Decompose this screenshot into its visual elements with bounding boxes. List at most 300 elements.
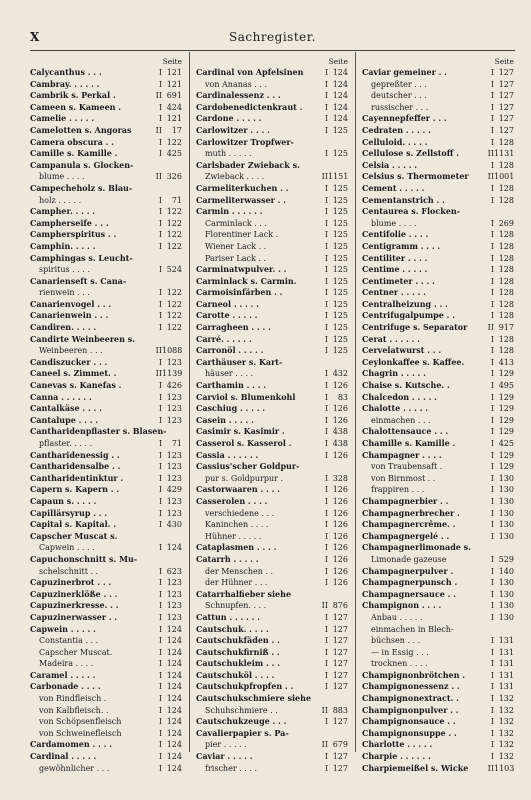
- entry-term: Wiener Lack . .: [205, 241, 267, 251]
- entry-page: 124: [166, 694, 182, 704]
- entry-page: 132: [498, 728, 514, 738]
- entry-volume: II: [155, 346, 162, 356]
- entry-volume: I: [490, 554, 494, 564]
- entry-term: Schnupfen. . . .: [205, 601, 267, 611]
- entry-page: 128: [498, 299, 514, 309]
- entry-page: 128: [498, 137, 514, 147]
- index-entry: [30, 137, 182, 149]
- entry-term: muth . . . . .: [205, 149, 252, 159]
- entry-page: 125: [332, 207, 348, 217]
- entry-term: Capwein . . . .: [39, 543, 95, 553]
- entry-volume: I: [490, 589, 494, 599]
- entry-term: frappiren . . .: [371, 485, 425, 495]
- entry-volume: I: [490, 578, 494, 588]
- entry-page: 121: [166, 68, 182, 77]
- entry-volume: I: [158, 763, 162, 773]
- index-entry: [30, 415, 182, 427]
- index-entry: [196, 125, 348, 137]
- index-entry: [196, 624, 348, 636]
- entry-volume: I: [324, 102, 328, 112]
- index-entry: [30, 299, 182, 311]
- entry-term: Madeira . . . .: [39, 659, 94, 669]
- entry-term: Pariser Lack . .: [205, 253, 266, 263]
- entry-volume: I: [324, 392, 328, 402]
- entry-volume: I: [158, 670, 162, 680]
- entry-term: Campecheholz s. Blau-: [30, 182, 133, 193]
- entry-volume: I: [158, 752, 162, 762]
- entry-term: Charpie . . . . . .: [362, 751, 431, 762]
- index-entry: [196, 299, 348, 311]
- entry-page: 125: [332, 125, 348, 135]
- entry-term: Canarienwein . . .: [30, 310, 109, 321]
- entry-term: Cautschukzeuge . . .: [196, 716, 287, 727]
- entry-page: 125: [332, 241, 348, 251]
- entry-volume: I: [490, 740, 494, 750]
- entry-volume: I: [158, 311, 162, 321]
- entry-page: 128: [498, 241, 514, 251]
- entry-page: 132: [498, 705, 514, 715]
- index-entry: [30, 519, 182, 531]
- entry-volume: I: [324, 450, 328, 460]
- entry-page: 125: [332, 195, 348, 205]
- entry-term: Candirte Weinbeeren s.: [30, 333, 136, 344]
- entry-page: 129: [498, 462, 514, 472]
- entry-page: 1088: [162, 346, 183, 356]
- entry-term: gewöhnlicher . . .: [39, 763, 110, 773]
- entry-volume: I: [490, 137, 494, 147]
- entry-term: Caschiug . . . . .: [196, 403, 266, 414]
- entry-volume: I: [324, 543, 328, 553]
- index-entry: [362, 113, 514, 125]
- entry-term: Champagnerbrecher .: [362, 507, 460, 518]
- entry-page: 126: [332, 381, 348, 391]
- entry-volume: I: [490, 659, 494, 669]
- entry-volume: II: [321, 740, 328, 750]
- entry-volume: I: [490, 717, 494, 727]
- entry-page: 429: [166, 485, 182, 495]
- entry-term: Capuzinerbrot . . .: [30, 577, 112, 588]
- entry-volume: I: [490, 752, 494, 762]
- index-entry: [362, 171, 514, 183]
- entry-volume: I: [490, 299, 494, 309]
- index-entry: [362, 566, 514, 578]
- entry-volume: I: [324, 346, 328, 356]
- index-entry: [196, 705, 348, 717]
- index-entry: [196, 577, 348, 589]
- index-entry: [362, 693, 514, 705]
- entry-volume: I: [324, 91, 328, 101]
- entry-volume: I: [158, 241, 162, 251]
- entry-term: Carbonade . . . .: [30, 681, 101, 692]
- entry-term: Cambray. . . . . .: [30, 78, 100, 89]
- index-entry: [30, 589, 182, 601]
- entry-term: der Menschen . .: [205, 566, 274, 576]
- index-entry: [196, 647, 348, 659]
- entry-volume: I: [490, 160, 494, 170]
- entry-term: blume . . . .: [371, 218, 417, 228]
- index-entry: [30, 450, 182, 462]
- entry-term: Capscher Muscat.: [39, 647, 113, 657]
- entry-term: Chalcedon . . . . .: [362, 391, 437, 402]
- entry-volume: I: [324, 299, 328, 309]
- entry-page: 128: [498, 183, 514, 193]
- entry-term: Carthäuser s. Kart-: [196, 356, 283, 367]
- index-entry: [30, 716, 182, 728]
- entry-volume: I: [324, 566, 328, 576]
- entry-term: Centner . . . . .: [362, 287, 426, 298]
- index-entry: [196, 415, 348, 427]
- page-header: [30, 30, 515, 48]
- entry-page: 129: [498, 369, 514, 379]
- index-entry: [362, 415, 514, 427]
- entry-term: von Ananas . . .: [205, 79, 268, 89]
- entry-volume: I: [324, 485, 328, 495]
- entry-term: Campher. . . . .: [30, 206, 96, 217]
- entry-term: Castorwaaren . . . .: [196, 484, 280, 495]
- index-entry: [30, 113, 182, 125]
- index-entry: [362, 658, 514, 670]
- entry-page: 132: [498, 740, 514, 750]
- index-entry: [196, 137, 348, 149]
- entry-page: 124: [166, 740, 182, 750]
- entry-page: 125: [332, 334, 348, 344]
- entry-term: Carlowitzer . . . .: [196, 124, 270, 135]
- entry-term: Charpiemeißel s. Wicke: [362, 762, 469, 773]
- entry-page: 691: [166, 91, 182, 101]
- entry-term: Cardamomen . . . .: [30, 739, 112, 750]
- entry-term: Cantalupe . . . .: [30, 414, 99, 425]
- index-entry: [362, 322, 514, 334]
- entry-page: 125: [332, 346, 348, 356]
- entry-volume: I: [158, 728, 162, 738]
- entry-volume: I: [490, 508, 494, 518]
- entry-volume: I: [324, 508, 328, 518]
- entry-volume: I: [490, 241, 494, 251]
- entry-volume: I: [158, 404, 162, 414]
- entry-volume: I: [324, 79, 328, 89]
- entry-page: 1151: [328, 172, 349, 182]
- entry-volume: II: [487, 172, 494, 182]
- entry-page: 130: [498, 612, 514, 622]
- entry-term: Celluloid. . . . .: [362, 136, 428, 147]
- entry-page: 140: [498, 566, 514, 576]
- entry-term: Champignonbrötchen .: [362, 669, 466, 680]
- entry-term: Cattun . . . . . .: [196, 611, 260, 622]
- entry-page: 126: [332, 496, 348, 506]
- entry-page: 123: [166, 404, 182, 414]
- entry-term: Cayennepfeffer . . .: [362, 113, 447, 124]
- entry-term: Celsia . . . . .: [362, 159, 418, 170]
- index-entry: [30, 345, 182, 357]
- entry-term: Carminatwpulver. . .: [196, 264, 287, 275]
- entry-page: 124: [332, 114, 348, 124]
- entry-term: Cautschuköl . . . .: [196, 669, 275, 680]
- entry-term: Champignon . . . .: [362, 600, 442, 611]
- entry-volume: I: [490, 404, 494, 414]
- entry-volume: I: [324, 149, 328, 159]
- index-entry: [30, 426, 182, 438]
- index-entry: [196, 426, 348, 438]
- entry-volume: I: [490, 218, 494, 228]
- index-entry: [196, 345, 348, 357]
- entry-page: 426: [166, 381, 182, 391]
- index-entry: [196, 681, 348, 693]
- entry-page: 123: [166, 450, 182, 460]
- index-entry: [30, 693, 182, 705]
- entry-volume: I: [158, 207, 162, 217]
- entry-page: 126: [332, 415, 348, 425]
- index-entry: [362, 287, 514, 299]
- entry-volume: I: [490, 694, 494, 704]
- entry-volume: I: [324, 578, 328, 588]
- entry-page: 122: [166, 299, 182, 309]
- entry-volume: I: [324, 439, 328, 448]
- entry-term: Carronöl . . . . .: [196, 345, 264, 356]
- index-entry: [196, 241, 348, 253]
- entry-term: von Kalbfleisch. .: [39, 705, 109, 715]
- index-entry: [30, 566, 182, 578]
- entry-volume: I: [158, 102, 162, 112]
- index-entry: [362, 635, 514, 647]
- entry-volume: I: [324, 323, 328, 333]
- entry-page: 131: [498, 647, 514, 657]
- index-entry: [30, 102, 182, 114]
- index-entry: [196, 102, 348, 114]
- index-entry: [196, 450, 348, 462]
- entry-volume: I: [490, 601, 494, 611]
- index-entry: [196, 739, 348, 751]
- entry-volume: II: [487, 323, 494, 333]
- entry-term: Chalottensauce . . .: [362, 426, 449, 437]
- entry-page: 126: [332, 531, 348, 541]
- entry-term: häuser . . . .: [205, 369, 254, 379]
- entry-page: 123: [166, 357, 182, 367]
- entry-term: Camelotten s. Angoras: [30, 124, 132, 135]
- index-entry: [196, 171, 348, 183]
- entry-volume: I: [158, 647, 162, 657]
- entry-term: Cassius'scher Goldpur-: [196, 461, 300, 472]
- entry-volume: I: [158, 79, 162, 89]
- entry-term: trocknen . . . .: [371, 659, 428, 669]
- index-entry: [196, 148, 348, 160]
- index-entry: [362, 345, 514, 357]
- entry-page: 1131: [494, 149, 515, 159]
- entry-term: Schuhschmiere . .: [205, 705, 278, 715]
- index-entry: [362, 519, 514, 531]
- entry-term: verschiedene . . .: [205, 508, 275, 518]
- index-entry: [30, 612, 182, 624]
- index-entry: [30, 310, 182, 322]
- entry-page: 125: [332, 311, 348, 321]
- entry-page: 125: [332, 288, 348, 298]
- entry-page: 129: [498, 404, 514, 414]
- header-rule: [30, 50, 515, 51]
- entry-term: Limonade gazeuse: [371, 554, 447, 564]
- entry-term: Chamille s. Kamille .: [362, 438, 456, 448]
- entry-page: 128: [498, 346, 514, 356]
- entry-volume: I: [490, 334, 494, 344]
- entry-volume: I: [324, 253, 328, 263]
- entry-term: Camille s. Kamille .: [30, 148, 118, 159]
- index-entry: [30, 160, 182, 172]
- entry-term: Chagrin . . . . .: [362, 368, 426, 379]
- entry-page: 127: [332, 647, 348, 657]
- entry-volume: I: [158, 566, 162, 576]
- entry-page: 132: [498, 717, 514, 727]
- entry-volume: I: [490, 68, 494, 77]
- entry-page: 124: [166, 624, 182, 634]
- entry-term: Capwein . . . . .: [30, 623, 96, 634]
- entry-page: 127: [498, 91, 514, 101]
- entry-page: 425: [166, 149, 182, 159]
- entry-term: Cerat . . . . . .: [362, 333, 420, 344]
- index-entry: [30, 195, 182, 207]
- entry-term: Centigramm . . . .: [362, 240, 441, 251]
- entry-volume: I: [158, 381, 162, 391]
- entry-page: 125: [332, 149, 348, 159]
- entry-volume: I: [490, 566, 494, 576]
- entry-volume: I: [490, 91, 494, 101]
- entry-volume: I: [490, 647, 494, 657]
- entry-term: Centiliter . . . .: [362, 252, 428, 263]
- entry-term: Cellulose s. Zellstoff .: [362, 148, 459, 159]
- entry-page: 128: [498, 160, 514, 170]
- index-entry: [30, 600, 182, 612]
- entry-page: 126: [332, 554, 348, 564]
- entry-volume: I: [158, 195, 162, 205]
- entry-term: Hühner . . . . .: [205, 531, 262, 541]
- index-entry: [30, 229, 182, 241]
- entry-term: Carviol s. Blumenkohl: [196, 391, 296, 402]
- entry-term: holz . . . . .: [39, 195, 82, 205]
- entry-term: schelschnitt . .: [39, 566, 99, 576]
- index-entry: [196, 600, 348, 612]
- entry-term: Canna . . . . . .: [30, 391, 92, 402]
- entry-volume: I: [324, 670, 328, 680]
- entry-page: 71: [171, 195, 182, 205]
- index-entry: [362, 542, 514, 554]
- entry-volume: I: [158, 624, 162, 634]
- entry-term: Champagner . . . .: [362, 449, 442, 460]
- entry-volume: I: [158, 543, 162, 553]
- entry-page: 124: [166, 636, 182, 646]
- entry-volume: I: [158, 392, 162, 402]
- entry-page: 269: [498, 218, 514, 228]
- entry-volume: I: [324, 369, 328, 379]
- entry-page: 623: [166, 566, 182, 576]
- index-entry: [362, 554, 514, 566]
- entry-volume: I: [490, 102, 494, 112]
- entry-page: 524: [166, 265, 182, 275]
- entry-volume: I: [490, 125, 494, 135]
- entry-volume: I: [158, 717, 162, 727]
- entry-volume: I: [324, 682, 328, 692]
- entry-volume: I: [324, 334, 328, 344]
- entry-page: 121: [166, 114, 182, 124]
- entry-term: Caviar gemeiner . .: [362, 67, 447, 77]
- entry-page: 123: [166, 612, 182, 622]
- entry-page: 122: [166, 207, 182, 217]
- entry-page: 126: [332, 508, 348, 518]
- entry-term: Camphin. . . . .: [30, 240, 96, 251]
- index-entry: [362, 392, 514, 404]
- index-entry: [362, 728, 514, 740]
- entry-page: 122: [166, 241, 182, 251]
- entry-volume: I: [490, 276, 494, 286]
- index-entry: [362, 403, 514, 415]
- index-entry: [30, 554, 182, 566]
- entry-term: einmachen . . .: [371, 415, 431, 425]
- entry-volume: I: [324, 473, 328, 483]
- index-entry: [196, 670, 348, 682]
- entry-term: Campherseife . . .: [30, 217, 109, 228]
- index-entry: [196, 519, 348, 531]
- entry-volume: I: [158, 450, 162, 460]
- entry-term: pier . . . . .: [205, 740, 247, 750]
- entry-term: Carlowitzer Tropfwer-: [196, 136, 294, 147]
- index-entry: [30, 79, 182, 91]
- index-entry: [362, 531, 514, 543]
- entry-volume: I: [490, 612, 494, 622]
- entry-volume: I: [490, 462, 494, 472]
- index-entry: [196, 67, 348, 79]
- index-entry: [30, 334, 182, 346]
- index-entry: [196, 160, 348, 172]
- index-entry: [362, 612, 514, 624]
- entry-term: Champagnerbier . .: [362, 495, 449, 506]
- entry-page: 131: [498, 659, 514, 669]
- entry-page: 127: [498, 102, 514, 112]
- entry-page: 128: [498, 311, 514, 321]
- index-entry: [30, 531, 182, 543]
- index-entry: [30, 264, 182, 276]
- entry-term: Champignonsauce . .: [362, 716, 456, 727]
- entry-volume: II: [155, 125, 162, 135]
- index-entry: [362, 577, 514, 589]
- entry-term: Cantharidensalbe . .: [30, 461, 121, 472]
- index-entry: [30, 206, 182, 218]
- entry-term: Capillärsyrup . . .: [30, 507, 108, 518]
- entry-term: Cavalierpapier s. Pa-: [196, 727, 289, 738]
- entry-volume: I: [490, 195, 494, 205]
- entry-term: Cantharidenessig . .: [30, 449, 120, 460]
- entry-term: Cantharidenpflaster s. Blasen-: [30, 426, 167, 437]
- entry-page: 124: [332, 102, 348, 112]
- index-entry: [362, 624, 514, 636]
- entry-term: rienwein . . .: [39, 288, 90, 298]
- index-entry: [196, 253, 348, 265]
- entry-term: pflaster. . . . .: [39, 439, 93, 448]
- entry-page: 123: [166, 415, 182, 425]
- entry-term: Cardobenedictenkraut .: [196, 101, 303, 112]
- entry-term: Cedraten . . . . .: [362, 124, 431, 135]
- entry-term: büchsen . . .: [371, 636, 421, 646]
- entry-page: 128: [498, 276, 514, 286]
- entry-term: Capuzinerkresse. . .: [30, 600, 119, 611]
- index-entry: [362, 368, 514, 380]
- entry-term: Weinbeeren . . .: [39, 346, 103, 356]
- entry-term: Cambrik s. Perkal .: [30, 90, 116, 101]
- entry-term: Cervelatwurst . . .: [362, 345, 442, 356]
- entry-term: Capital s. Kapital. .: [30, 519, 117, 530]
- entry-volume: I: [324, 427, 328, 437]
- entry-volume: I: [490, 427, 494, 437]
- entry-term: Cataplasmen . . . .: [196, 542, 277, 553]
- entry-term: Cementanstrich . .: [362, 194, 445, 205]
- index-column-3: [362, 56, 515, 773]
- entry-page: 125: [332, 265, 348, 275]
- entry-term: Capuzinerklöße . . .: [30, 588, 118, 599]
